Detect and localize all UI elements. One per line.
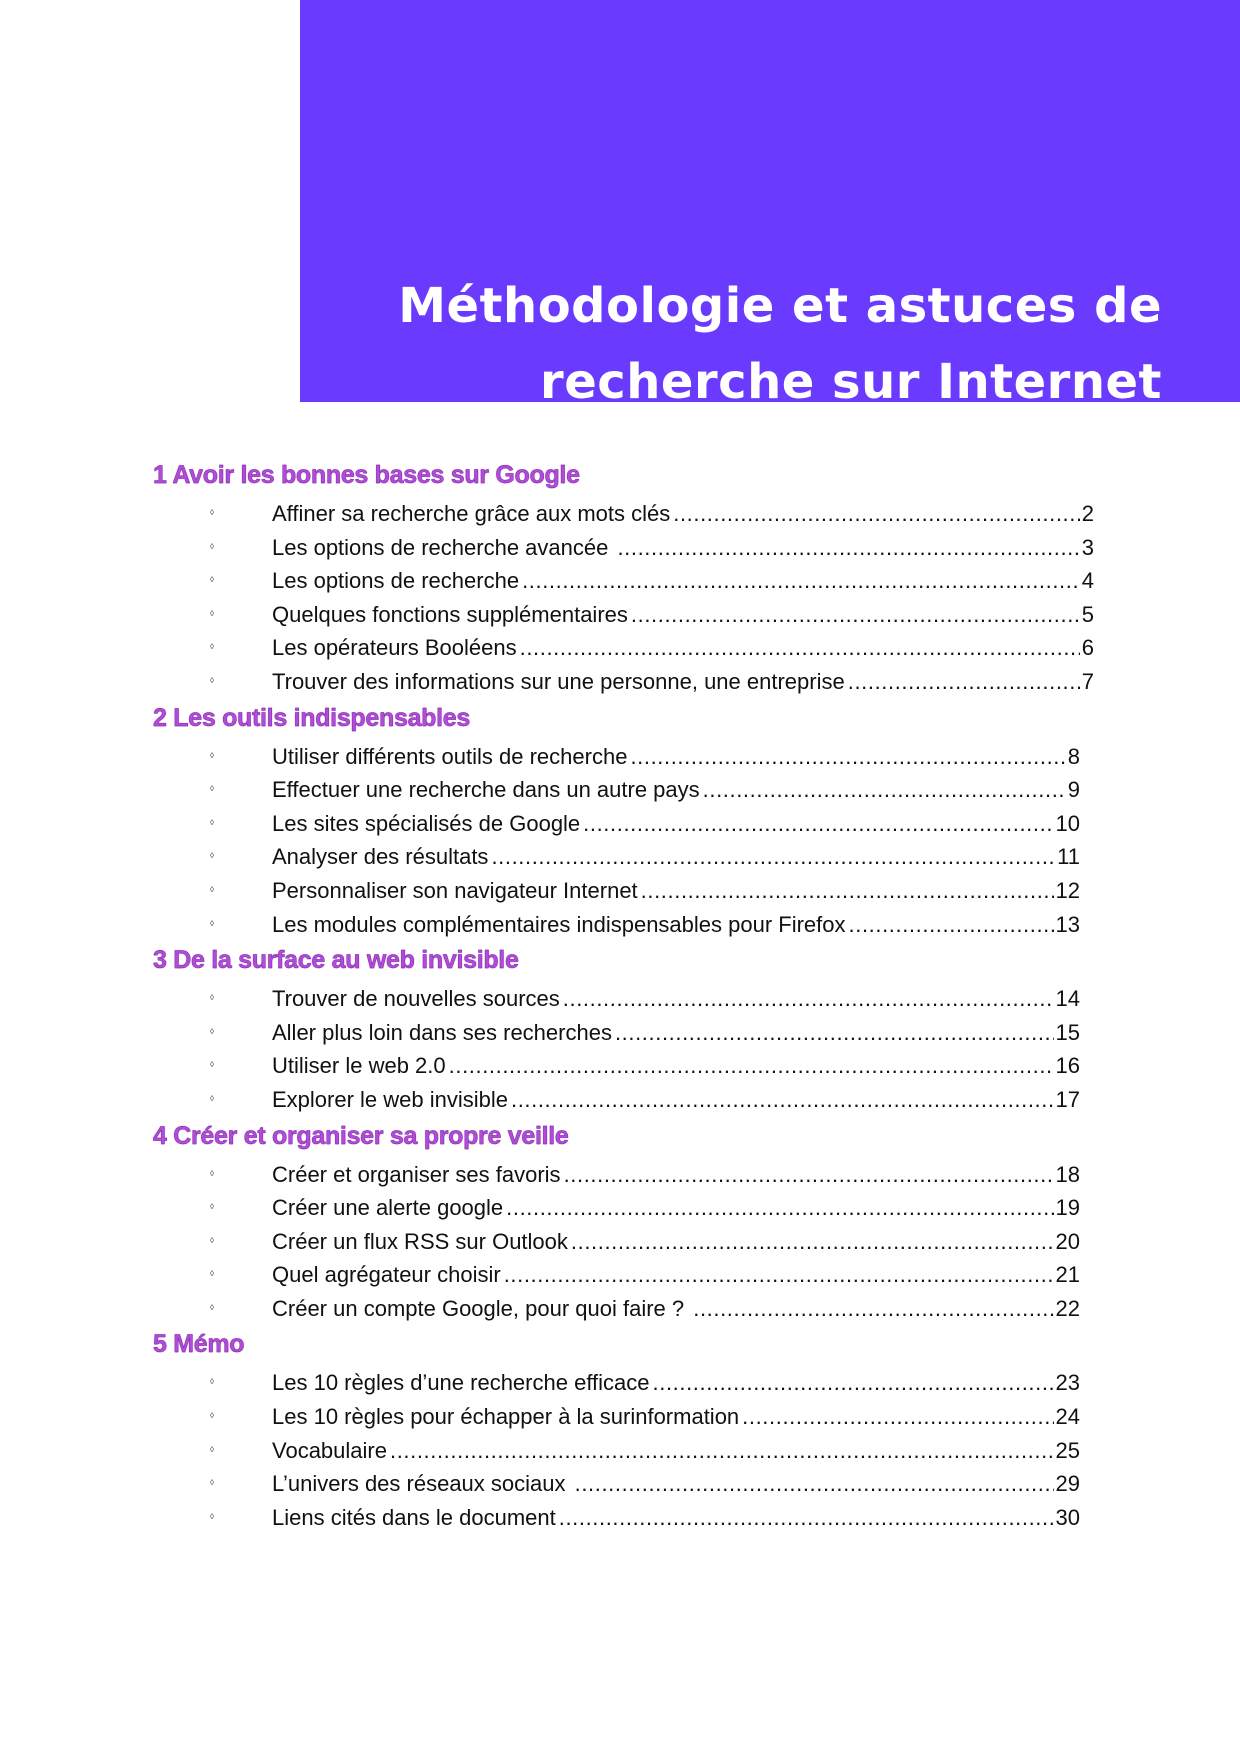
toc-entry-label: Quel agrégateur choisir xyxy=(272,1262,501,1288)
toc-entry-page: 6 xyxy=(1081,635,1094,661)
small-diamond-bullet-icon: ◊ xyxy=(210,1235,214,1245)
toc-entry-list xyxy=(153,1158,1080,1326)
toc-entry-page: 16 xyxy=(1055,1053,1080,1079)
dot-leader xyxy=(564,1158,1054,1192)
small-diamond-bullet-icon: ◊ xyxy=(210,1060,214,1070)
toc-entry-label: Affiner sa recherche grâce aux mots clés xyxy=(272,501,671,526)
small-diamond-bullet-icon: ◊ xyxy=(210,993,214,1003)
toc-entry-label: Personnaliser son navigateur Internet xyxy=(272,877,638,903)
toc-entry-page: 19 xyxy=(1055,1195,1080,1221)
toc-entry-page: 25 xyxy=(1055,1437,1080,1463)
dot-leader xyxy=(693,1292,1053,1326)
small-diamond-bullet-icon: ◊ xyxy=(210,884,214,894)
toc-entry-label: Les options de recherche xyxy=(272,568,520,594)
dot-leader xyxy=(615,1016,1054,1050)
small-diamond-bullet-icon: ◊ xyxy=(210,1269,214,1279)
toc-section-3 xyxy=(153,941,1080,1116)
toc-entry-label: Liens cités dans le document xyxy=(272,1504,556,1530)
small-diamond-bullet-icon: ◊ xyxy=(210,1093,214,1103)
dot-leader xyxy=(511,1083,1054,1117)
toc-entry-page: 7 xyxy=(1081,668,1094,694)
dot-leader xyxy=(583,807,1053,841)
toc-entry[interactable] xyxy=(153,1292,1080,1326)
toc-entry-label: Les options de recherche avancée xyxy=(272,534,615,560)
dot-leader xyxy=(449,1049,1054,1083)
dot-leader xyxy=(631,598,1080,632)
dot-leader xyxy=(491,840,1055,874)
document-title xyxy=(302,268,1162,420)
toc-entry-page: 2 xyxy=(1081,501,1094,526)
toc-entry-page: 5 xyxy=(1081,601,1094,627)
toc-entry[interactable] xyxy=(153,1400,1080,1434)
toc-entry-page: 11 xyxy=(1057,844,1080,870)
dot-leader xyxy=(506,1191,1053,1225)
toc-entry[interactable] xyxy=(153,1501,1080,1535)
section-heading[interactable]: 1 Avoir les bonnes bases sur Google xyxy=(153,461,580,489)
toc-entry[interactable] xyxy=(153,631,1094,665)
toc-entry-page: 17 xyxy=(1055,1086,1080,1112)
toc-entry-label: Les sites spécialisés de Google xyxy=(272,810,581,836)
table-of-contents xyxy=(153,456,1094,1534)
dot-leader xyxy=(520,631,1080,665)
toc-entry[interactable] xyxy=(153,1366,1080,1400)
toc-entry[interactable] xyxy=(153,807,1080,841)
toc-entry-page: 9 xyxy=(1067,777,1080,803)
toc-entry-page: 10 xyxy=(1055,810,1080,836)
small-diamond-bullet-icon: ◊ xyxy=(210,1302,214,1312)
small-diamond-bullet-icon: ◊ xyxy=(210,541,214,551)
small-diamond-bullet-icon: ◊ xyxy=(210,1511,214,1521)
toc-entry-page: 4 xyxy=(1081,568,1094,594)
dot-leader xyxy=(617,531,1079,565)
dot-leader xyxy=(559,1501,1054,1535)
toc-entry-page: 15 xyxy=(1055,1019,1080,1045)
small-diamond-bullet-icon: ◊ xyxy=(210,750,214,760)
small-diamond-bullet-icon: ◊ xyxy=(210,675,214,685)
dot-leader xyxy=(641,874,1054,908)
toc-entry-page: 12 xyxy=(1055,877,1080,903)
toc-entry-page: 29 xyxy=(1055,1471,1080,1497)
toc-entry-label: Créer un flux RSS sur Outlook xyxy=(272,1228,568,1254)
toc-entry-label: Aller plus loin dans ses recherches xyxy=(272,1019,612,1045)
dot-leader xyxy=(849,908,1054,942)
document-title-line-1: Méthodologie et astuces de xyxy=(398,278,1162,335)
small-diamond-bullet-icon: ◊ xyxy=(210,575,214,585)
toc-entry-label: Trouver des informations sur une personne, une entreprise xyxy=(272,668,845,694)
toc-entry-page: 24 xyxy=(1055,1404,1080,1430)
section-heading[interactable]: 5 Mémo xyxy=(153,1330,245,1359)
small-diamond-bullet-icon: ◊ xyxy=(210,1202,214,1212)
small-diamond-bullet-icon: ◊ xyxy=(210,784,214,794)
dot-leader xyxy=(390,1434,1054,1468)
toc-entry[interactable] xyxy=(153,598,1094,632)
dot-leader xyxy=(848,665,1080,699)
small-diamond-bullet-icon: ◊ xyxy=(210,851,214,861)
toc-entry[interactable] xyxy=(153,1158,1080,1192)
section-heading[interactable]: 3 De la surface au web invisible xyxy=(153,946,519,975)
toc-entry[interactable] xyxy=(153,840,1080,874)
toc-entry-page: 20 xyxy=(1055,1228,1080,1254)
toc-entry-label: Effectuer une recherche dans un autre pays xyxy=(272,777,700,803)
toc-entry-label: Vocabulaire xyxy=(272,1437,387,1463)
small-diamond-bullet-icon: ◊ xyxy=(210,1444,214,1454)
dot-leader xyxy=(673,497,1080,531)
toc-entry[interactable] xyxy=(153,1225,1080,1259)
toc-entry[interactable] xyxy=(153,874,1080,908)
small-diamond-bullet-icon: ◊ xyxy=(210,608,214,618)
dot-leader xyxy=(703,773,1066,807)
toc-entry[interactable] xyxy=(153,1016,1080,1050)
document-title-line-2: recherche sur Internet xyxy=(540,354,1162,411)
dot-leader xyxy=(571,1225,1054,1259)
toc-entry-page: 21 xyxy=(1055,1262,1080,1288)
small-diamond-bullet-icon: ◊ xyxy=(210,1478,214,1488)
toc-entry-page: 23 xyxy=(1055,1370,1080,1396)
dot-leader xyxy=(742,1400,1053,1434)
toc-entry-label: Créer un compte Google, pour quoi faire ? xyxy=(272,1295,691,1321)
small-diamond-bullet-icon: ◊ xyxy=(210,1377,214,1387)
toc-entry-list xyxy=(153,497,1094,699)
dot-leader xyxy=(630,740,1065,774)
dot-leader xyxy=(563,982,1054,1016)
toc-entry-list xyxy=(153,982,1080,1116)
toc-entry-label: L’univers des réseaux sociaux xyxy=(272,1471,572,1497)
toc-entry-label: Créer et organiser ses favoris xyxy=(272,1161,561,1187)
toc-entry-list xyxy=(153,740,1080,942)
toc-entry[interactable] xyxy=(153,773,1080,807)
toc-entry[interactable] xyxy=(153,1434,1080,1468)
small-diamond-bullet-icon: ◊ xyxy=(210,1411,214,1421)
toc-entry-list xyxy=(153,1366,1080,1534)
dot-leader xyxy=(522,564,1080,598)
small-diamond-bullet-icon: ◊ xyxy=(210,1168,214,1178)
toc-entry[interactable] xyxy=(153,564,1094,598)
toc-entry[interactable] xyxy=(153,1083,1080,1117)
toc-entry-label: Les modules complémentaires indispensables pour Firefox xyxy=(272,911,846,937)
toc-entry[interactable] xyxy=(153,740,1080,774)
toc-entry-label: Les 10 règles d’une recherche efficace xyxy=(272,1370,650,1396)
dot-leader xyxy=(504,1258,1054,1292)
toc-entry-label: Les 10 règles pour échapper à la surinformation xyxy=(272,1404,740,1430)
toc-entry-page: 8 xyxy=(1067,743,1080,769)
toc-entry-label: Utiliser le web 2.0 xyxy=(272,1053,446,1079)
toc-entry-label: Explorer le web invisible xyxy=(272,1086,508,1112)
toc-section-1 xyxy=(153,456,1094,699)
toc-entry-label: Créer une alerte google xyxy=(272,1195,504,1221)
dot-leader xyxy=(575,1467,1054,1501)
toc-entry-label: Trouver de nouvelles sources xyxy=(272,986,560,1012)
toc-entry-page: 14 xyxy=(1055,986,1080,1012)
toc-entry[interactable] xyxy=(153,982,1080,1016)
toc-entry-page: 3 xyxy=(1081,534,1094,560)
toc-entry-page: 30 xyxy=(1055,1504,1080,1530)
toc-entry[interactable] xyxy=(153,1467,1080,1501)
toc-entry[interactable] xyxy=(153,908,1080,942)
section-heading[interactable]: 2 Les outils indispensables xyxy=(153,703,470,732)
toc-section-5 xyxy=(153,1325,1080,1534)
toc-entry-label: Les opérateurs Booléens xyxy=(272,635,517,661)
toc-entry[interactable] xyxy=(153,497,1094,531)
small-diamond-bullet-icon: ◊ xyxy=(210,642,214,652)
toc-entry[interactable] xyxy=(153,665,1094,699)
toc-section-2 xyxy=(153,699,1080,942)
toc-entry-label: Analyser des résultats xyxy=(272,844,489,870)
small-diamond-bullet-icon: ◊ xyxy=(210,508,214,517)
toc-entry-label: Utiliser différents outils de recherche xyxy=(272,743,628,769)
dot-leader xyxy=(653,1366,1054,1400)
toc-entry[interactable] xyxy=(153,1191,1080,1225)
small-diamond-bullet-icon: ◊ xyxy=(210,817,214,827)
toc-section-4 xyxy=(153,1117,1080,1326)
toc-entry[interactable] xyxy=(153,531,1094,565)
toc-entry-label: Quelques fonctions supplémentaires xyxy=(272,601,628,627)
toc-entry-page: 18 xyxy=(1055,1161,1080,1187)
section-heading[interactable]: 4 Créer et organiser sa propre veille xyxy=(153,1121,569,1150)
toc-entry-page: 22 xyxy=(1055,1295,1080,1321)
small-diamond-bullet-icon: ◊ xyxy=(210,918,214,928)
toc-entry[interactable] xyxy=(153,1049,1080,1083)
toc-entry-page: 13 xyxy=(1055,911,1080,937)
toc-entry[interactable] xyxy=(153,1258,1080,1292)
small-diamond-bullet-icon: ◊ xyxy=(210,1026,214,1036)
